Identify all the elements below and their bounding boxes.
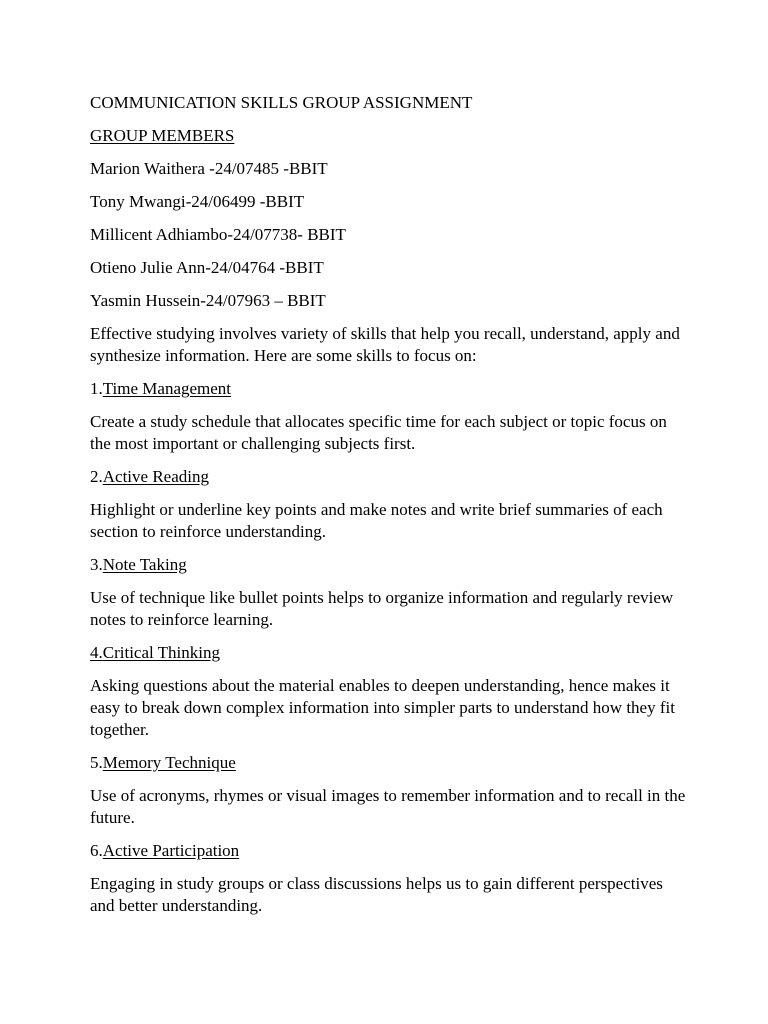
section-heading (90, 752, 690, 774)
member-item: Otieno Julie Ann-24/04764 -BBIT (90, 258, 324, 277)
section-title: Note Taking (102, 555, 187, 574)
section-title: Active Participation (102, 841, 240, 860)
section-body: Highlight or underline key points and make notes and write brief summaries of each section to reinforce understanding. (90, 500, 663, 541)
section-number: 3. (90, 555, 103, 574)
section-number: 1. (90, 379, 103, 398)
document-title: COMMUNICATION SKILLS GROUP ASSIGNMENT (90, 93, 473, 112)
section-heading (90, 466, 690, 488)
section-heading (90, 642, 690, 664)
section-title: Active Reading (102, 467, 209, 486)
section-heading (90, 840, 690, 862)
section-number: 4. (90, 643, 103, 662)
section-number: 6. (90, 841, 103, 860)
section-body: Engaging in study groups or class discussions helps us to gain different perspectives and better understanding. (90, 874, 663, 915)
section-heading (90, 378, 690, 400)
section-number: 5. (90, 753, 103, 772)
section-number: 2. (90, 467, 103, 486)
member-item: Yasmin Hussein-24/07963 – BBIT (90, 291, 326, 310)
document-body (90, 92, 690, 928)
member-item: Marion Waithera -24/07485 -BBIT (90, 159, 328, 178)
section-body: Create a study schedule that allocates specific time for each subject or topic focus on the most important or challenging subjects first. (90, 412, 667, 453)
section-body: Use of acronyms, rhymes or visual images to remember information and to recall in the future. (90, 786, 686, 827)
members-heading: GROUP MEMBERS (90, 126, 235, 145)
section-heading (90, 554, 690, 576)
section-title: Critical Thinking (102, 643, 221, 662)
section-title: Time Management (102, 379, 232, 398)
section-title: Memory Technique (102, 753, 236, 772)
member-item: Millicent Adhiambo-24/07738- BBIT (90, 225, 346, 244)
member-item: Tony Mwangi-24/06499 -BBIT (90, 192, 305, 211)
section-body: Use of technique like bullet points helps to organize information and regularly review notes to reinforce learning. (90, 588, 674, 629)
section-body: Asking questions about the material enables to deepen understanding, hence makes it easy to break down complex information into simpler parts to understand how they fit together. (90, 676, 675, 739)
intro-paragraph: Effective studying involves variety of skills that help you recall, understand, apply and synthesize information. Here are some skills to focus on: (90, 324, 680, 365)
